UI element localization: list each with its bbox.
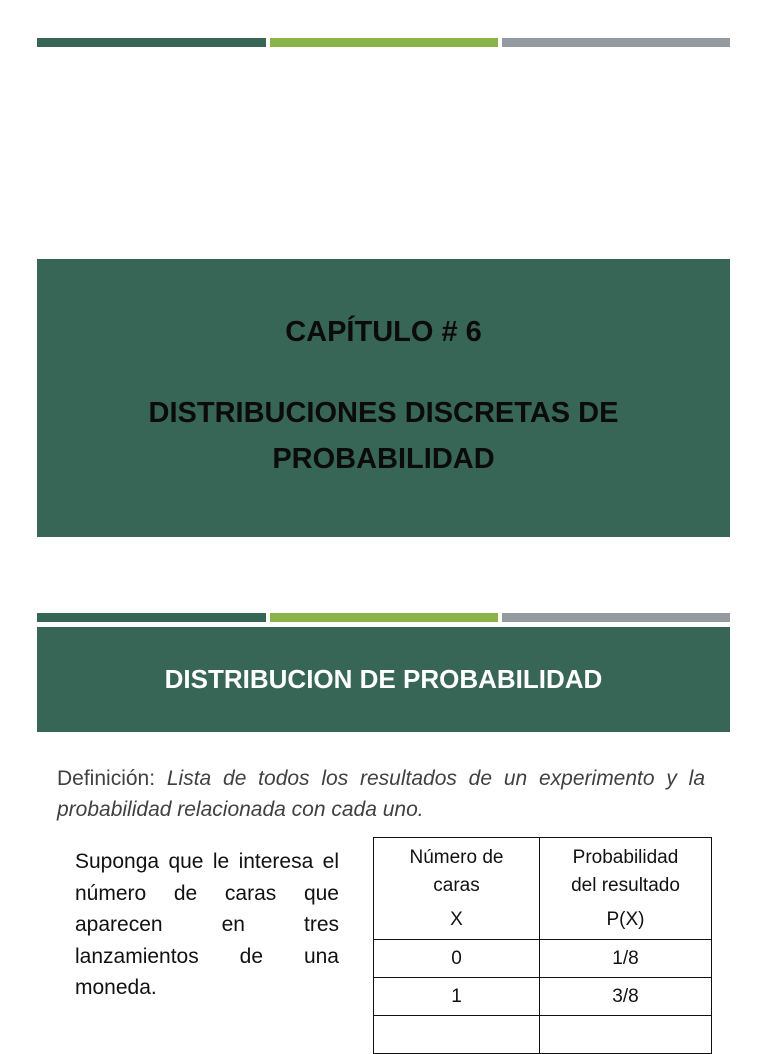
column-header-heads-line1: Número de [409,846,504,868]
column-header-probability-symbol: P(X) [606,908,645,930]
cell-heads-count: 1 [374,978,540,1016]
example-paragraph: Suponga que le interesa el número de caras que aparecen en tres lanzamientos de una moneda. [75,850,339,999]
cell-heads-count [374,1016,540,1054]
column-header-heads-symbol: X [450,908,463,930]
light-green-segment [270,38,498,47]
probability-table [373,837,712,1054]
table-row [374,940,712,978]
chapter-title: CAPÍTULO # 6 [285,316,482,348]
column-header-probability-line2: del resultado [571,874,680,896]
column-header-probability [540,838,712,940]
dark-green-segment [37,38,266,47]
column-header-heads [374,838,540,940]
top-color-bar [37,38,730,47]
cell-probability [540,1016,712,1054]
section-color-bar [37,613,730,622]
section-header-title: DISTRIBUCION DE PROBABILIDAD [164,664,603,694]
section-header-box [37,627,730,732]
light-green-segment [270,613,498,622]
definition-text: Lista de todos los resultados de un experimento y la probabilidad relacionada con cada uno. [57,767,705,821]
cell-heads-count: 0 [374,940,540,978]
table-header-row [374,838,712,940]
gray-segment [502,613,730,622]
cell-probability: 1/8 [540,940,712,978]
column-header-heads-line2: caras [433,874,480,896]
cell-probability: 3/8 [540,978,712,1016]
dark-green-segment [37,613,266,622]
definition-paragraph [57,763,705,825]
chapter-subtitle: DISTRIBUCIONES DISCRETAS DE PROBABILIDAD [148,397,619,475]
definition-label: Definición: [57,767,156,790]
column-header-probability-line1: Probabilidad [572,846,679,868]
gray-segment [502,38,730,47]
title-slide-box [37,259,730,537]
table-row [374,978,712,1016]
table-row [374,1016,712,1054]
